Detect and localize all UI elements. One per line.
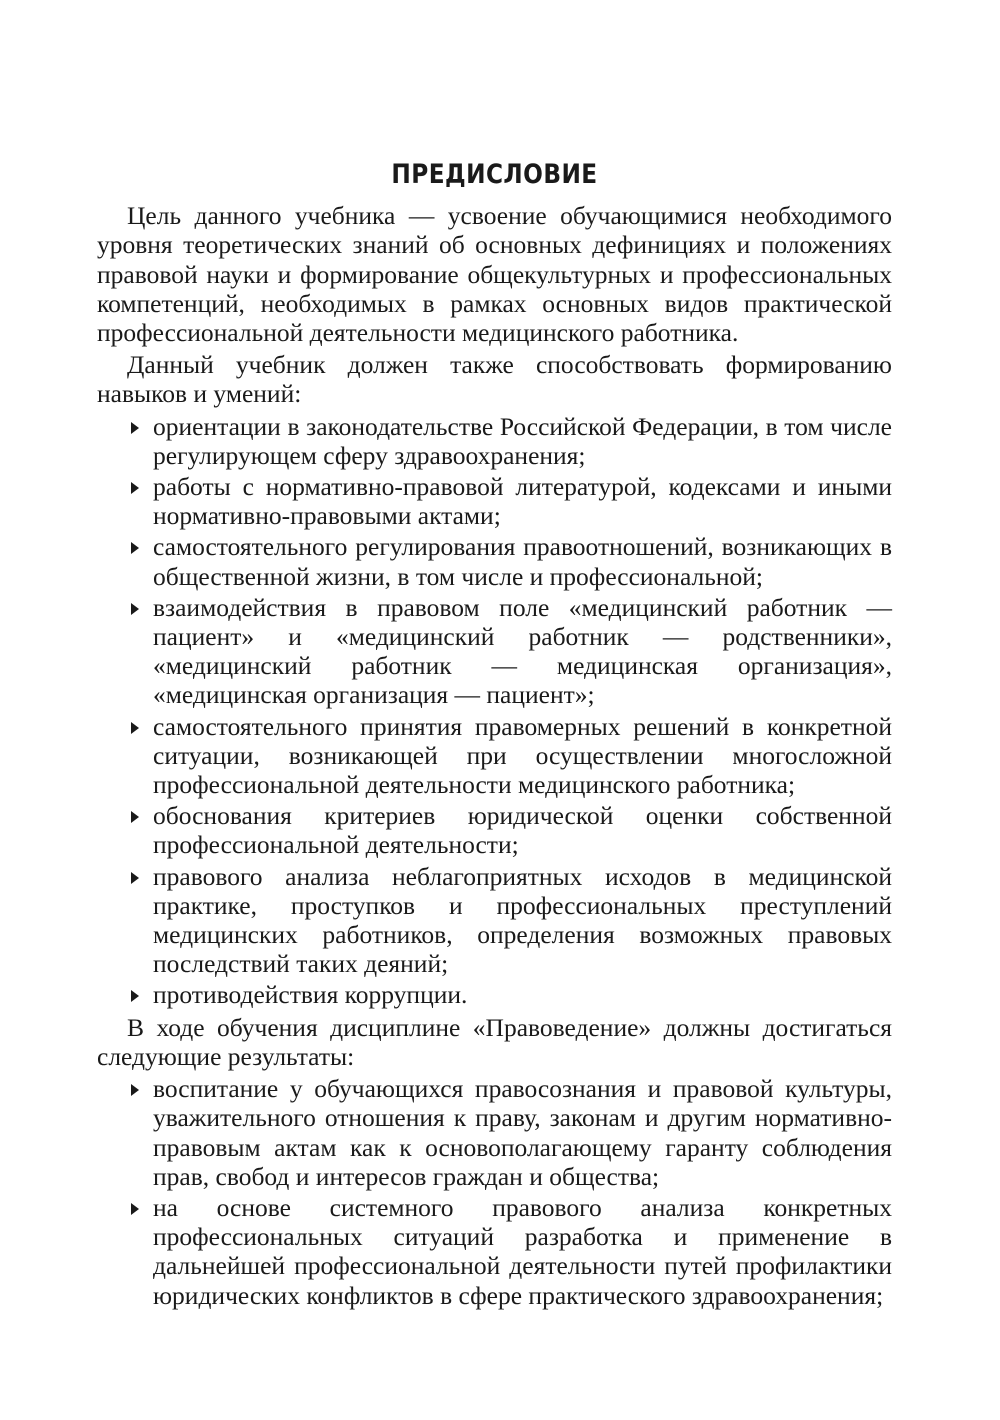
list-item: самостоятельного принятия правомерных решений в конкретной ситуации, возникающей при осуществлении многосложной профессиональной деятельности медицинского работника; <box>153 712 892 800</box>
triangle-bullet-icon <box>131 872 139 884</box>
preface-page <box>97 160 892 1312</box>
results-list <box>97 1074 892 1310</box>
list-item: работы с нормативно-правовой литературой, кодексами и иными нормативно-правовыми актами; <box>153 472 892 530</box>
list-item: обоснования критериев юридической оценки собственной профессиональной деятельности; <box>153 801 892 859</box>
triangle-bullet-icon <box>131 722 139 734</box>
list-item: взаимодействия в правовом поле «медицинский работник — пациент» и «медицинский работник — родственники», «медицинский работник — медицинская организация», «медицинская организация — пациент»; <box>153 593 892 710</box>
intro-paragraph: Цель данного учебника — усвоение обучающимися необходимого уровня теоретических знаний об основных дефинициях и положениях правовой науки и формирование общекультурных и профессиональных компетенций, необходимых в рамках основных видов практической профессиональной деятельности медицинского работника. <box>97 201 892 348</box>
triangle-bullet-icon <box>131 1084 139 1096</box>
list-item: на основе системного правового анализа конкретных профессиональных ситуаций разработка и применение в дальнейшей профессиональной деятельности путей профилактики юридических конфликтов в сфере практического здравоохранения; <box>153 1193 892 1310</box>
triangle-bullet-icon <box>131 1203 139 1215</box>
triangle-bullet-icon <box>131 482 139 494</box>
list-item: правового анализа неблагоприятных исходов в медицинской практике, проступков и профессиональных преступлений медицинских работников, определения возможных правовых последствий таких деяний; <box>153 862 892 979</box>
triangle-bullet-icon <box>131 811 139 823</box>
triangle-bullet-icon <box>131 422 139 434</box>
triangle-bullet-icon <box>131 990 139 1002</box>
list-item: самостоятельного регулирования правоотношений, возникающих в общественной жизни, в том числе и профессиональной; <box>153 532 892 590</box>
page-title: ПРЕДИСЛОВИЕ <box>391 159 598 190</box>
skills-list <box>97 412 892 1010</box>
triangle-bullet-icon <box>131 603 139 615</box>
triangle-bullet-icon <box>131 542 139 554</box>
results-intro-paragraph: В ходе обучения дисциплине «Правоведение» должны достигаться следующие результаты: <box>97 1012 892 1071</box>
skills-intro-paragraph: Данный учебник должен также способствовать формированию навыков и умений: <box>97 350 892 409</box>
list-item: ориентации в законодательстве Российской Федерации, в том числе регулирующем сферу здравоохранения; <box>153 412 892 470</box>
list-item: воспитание у обучающихся правосознания и правовой культуры, уважительного отношения к праву, законам и другим нормативно-правовым актам как к основополагающему гаранту соблюдения прав, свобод и интересов граждан и общества; <box>153 1074 892 1191</box>
list-item: противодействия коррупции. <box>153 980 892 1009</box>
